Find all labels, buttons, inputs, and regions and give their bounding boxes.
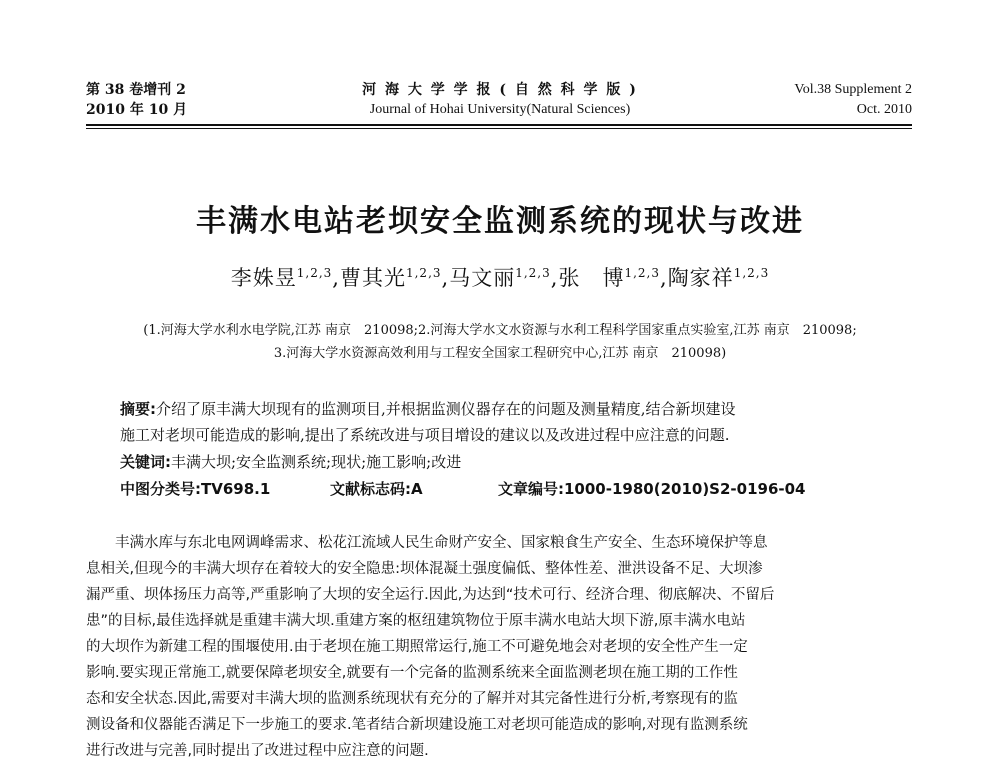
journal-volume-info bbox=[86, 80, 187, 120]
journal-name-en: Journal of Hohai University(Natural Sciences) bbox=[369, 102, 631, 117]
author: 陶家祥$^{1,2,3}$ bbox=[667, 266, 770, 290]
volume-issue-en: Vol.38 Supplement 2 bbox=[794, 82, 912, 97]
body-paragraph bbox=[86, 530, 912, 764]
volume-issue: 第 38 卷增刊 2 bbox=[86, 82, 186, 98]
abstract bbox=[120, 398, 900, 420]
article-number: 文章编号:1000-1980(2010)S2-0196-04 bbox=[498, 480, 806, 498]
body-line: 息相关,但现今的丰满大坝存在着较大的安全隐患:坝体混凝土强度偏低、整体性差、泄洪设备不足、大坝渗 bbox=[86, 561, 763, 577]
paper-title: 丰满水电站老坝安全监测系统的现状与改进 bbox=[196, 204, 804, 239]
publication-date: 2010 年 10 月 bbox=[86, 102, 188, 118]
body-line: 影响.要实现正常施工,就要保障老坝安全,就要有一个完备的监测系统来全面监测老坝在施工期的工作性 bbox=[86, 665, 738, 681]
journal-name-cn: 河 海 大 学 学 报 ( 自 然 科 学 版 ) bbox=[362, 82, 638, 98]
header-rule-thick bbox=[86, 124, 912, 126]
author: 张 博$^{1,2,3}$, bbox=[558, 266, 668, 290]
keywords bbox=[120, 451, 900, 473]
body-line: 患”的目标,最佳选择就是重建丰满大坝.重建方案的枢纽建筑物位于原丰满水电站大坝下游,原丰满水电站 bbox=[86, 613, 746, 629]
clc-number: 中图分类号:TV698.1 bbox=[120, 480, 271, 498]
body-line: 测设备和仪器能否满足下一步施工的要求.笔者结合新坝建设施工对老坝可能造成的影响,对现有监测系统 bbox=[86, 717, 748, 733]
affiliation-line: 3.河海大学水资源高效利用与工程安全国家工程研究中心,江苏 南京 210098) bbox=[273, 346, 727, 361]
body-line: 的大坝作为新建工程的围堰使用.由于老坝在施工期照常运行,施工不可避免地会对老坝的安全性产生一定 bbox=[86, 639, 748, 655]
author: 曹其光$^{1,2,3}$, bbox=[339, 266, 450, 290]
affiliation-line: (1.河海大学水利水电学院,江苏 南京 210098;2.河海大学水文水资源与水利工程科学国家重点实验室,江苏 南京 210098; bbox=[143, 323, 857, 338]
header-rule-thin bbox=[86, 128, 912, 129]
abstract-line: 施工对老坝可能造成的影响,提出了系统改进与项目增设的建议以及改进过程中应注意的问题. bbox=[120, 426, 730, 444]
abstract-text: 介绍了原丰满大坝现有的监测项目,并根据监测仪器存在的问题及测量精度,结合新坝建设 bbox=[156, 400, 736, 418]
body-line: 进行改进与完善,同时提出了改进过程中应注意的问题. bbox=[86, 743, 429, 759]
author-list bbox=[0, 262, 1000, 292]
author: 马文丽$^{1,2,3}$, bbox=[449, 266, 559, 290]
body-line: 丰满水库与东北电网调峰需求、松花江流域人民生命财产安全、国家粮食生产安全、生态环境保护等息 bbox=[115, 535, 768, 551]
author: 李姝昱$^{1,2,3}$, bbox=[230, 266, 340, 290]
journal-name bbox=[300, 80, 700, 120]
document-code: 文献标志码:A bbox=[330, 480, 423, 498]
abstract-label: 摘要: bbox=[120, 400, 156, 418]
body-line: 态和安全状态.因此,需要对丰满大坝的监测系统现状有充分的了解并对其完备性进行分析,考察现有的监 bbox=[86, 691, 738, 707]
keywords-text: 丰满大坝;安全监测系统;现状;施工影响;改进 bbox=[171, 453, 462, 471]
journal-volume-info-en bbox=[794, 80, 912, 120]
keywords-label: 关键词: bbox=[120, 453, 171, 471]
publication-date-en: Oct. 2010 bbox=[856, 102, 912, 117]
body-line: 漏严重、坝体扬压力高等,严重影响了大坝的安全运行.因此,为达到“技术可行、经济合理、彻底解决、不留后 bbox=[86, 587, 775, 603]
